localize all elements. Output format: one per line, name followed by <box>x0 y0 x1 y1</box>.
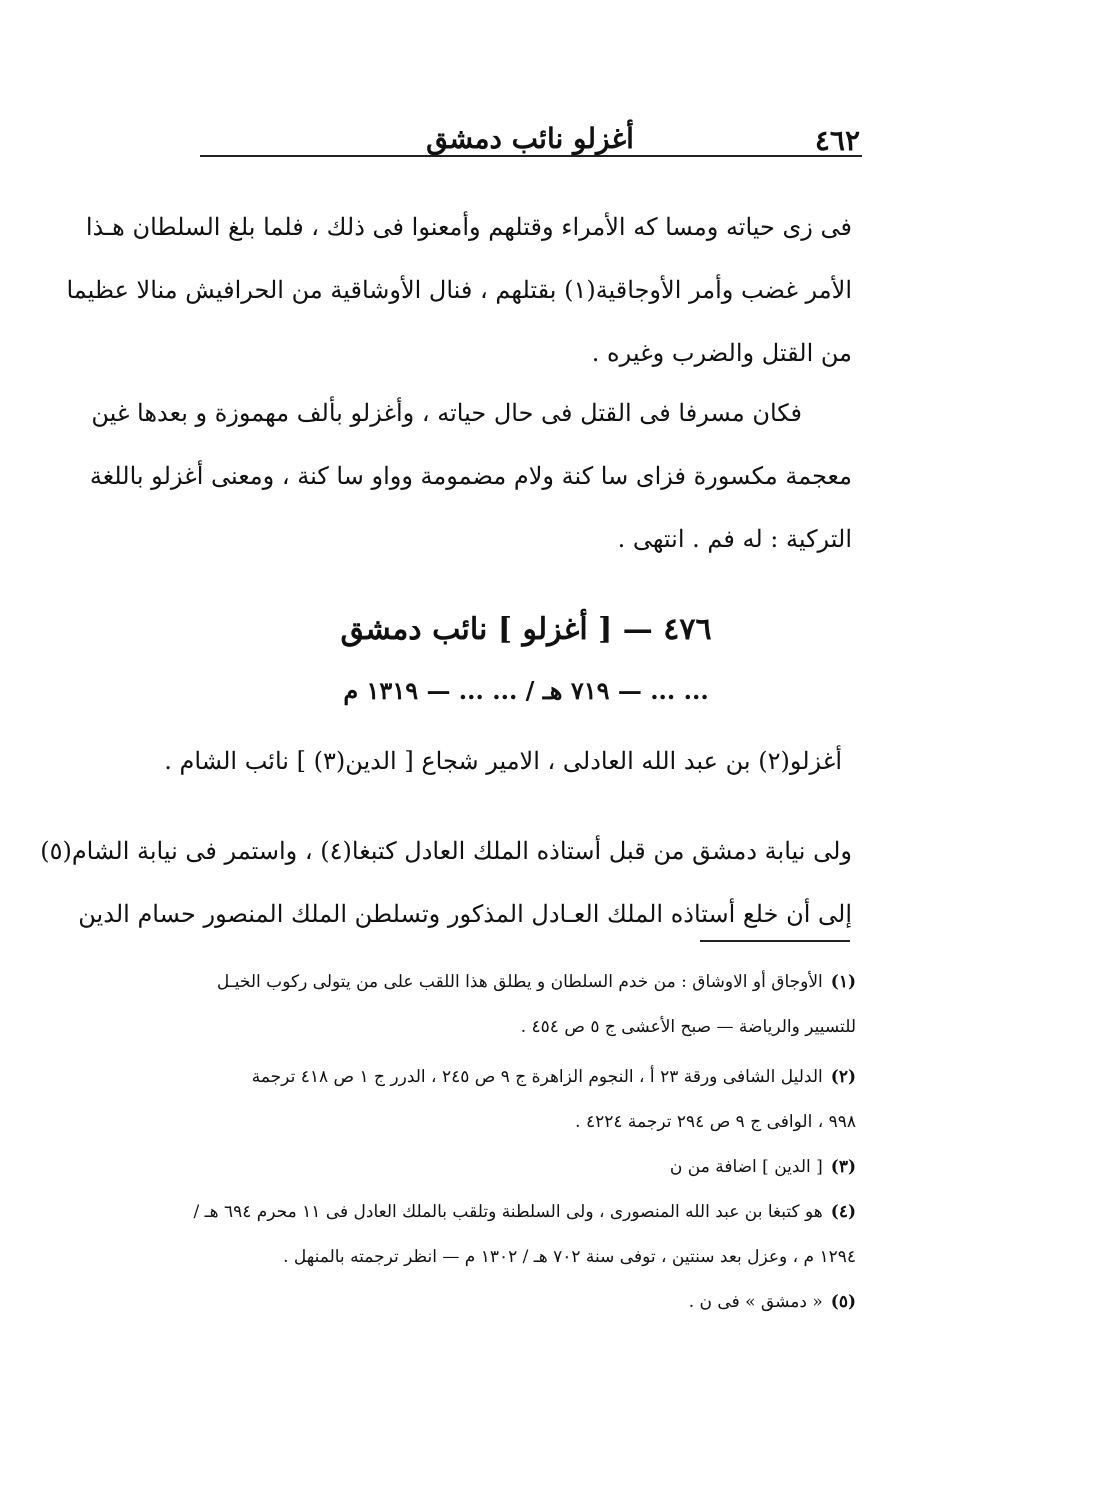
footnote-5 <box>196 1280 856 1325</box>
entry-dates: ... ... — ٧١٩ هـ / ... ... — ١٣١٩ م <box>343 676 709 705</box>
footnote-line: ١٢٩٤ م ، وعزل بعد سنتين ، توفى سنة ٧٠٢ هـ / ١٣٠٢ م — انظر ترجمته بالمنهل . <box>283 1247 856 1267</box>
footnote-number: (٢) <box>830 1067 856 1087</box>
footnote-line <box>193 1190 856 1235</box>
text-line: الأمر غضب وأمر الأوجاقية(١) بقتلهم ، فنال الأوشاقية من الحرافيش منالا عظيما <box>66 276 852 304</box>
paragraph-etymology <box>89 382 852 571</box>
footnote-line <box>196 1145 856 1190</box>
footnote-line <box>196 960 856 1005</box>
footnote-text: الأوجاق أو الاوشاق : من خدم السلطان و يطلق هذا اللقب على من يتولى ركوب الخيـل <box>216 972 823 992</box>
footnote-text: « دمشق » فى ن . <box>688 1292 823 1312</box>
text-line: من القتل والضرب وغيره . <box>591 339 852 367</box>
text-line: معجمة مكسورة فزاى سا كنة ولام مضمومة وواو سا كنة ، ومعنى أغزلو باللغة <box>89 462 852 490</box>
footnote-number: (٤) <box>830 1202 856 1222</box>
paragraph-biography <box>40 820 852 946</box>
footnote-text: الدليل الشافى ورقة ٢٣ أ ، النجوم الزاهرة ج ٩ ص ٢٤٥ ، الدرر ج ١ ص ٤١٨ ترجمة <box>251 1067 823 1087</box>
text-line: إلى أن خلع أستاذه الملك العـادل المذكور وتسلطن الملك المنصور حسام الدين <box>78 900 852 928</box>
entry-heading: ٤٧٦ — [ أغزلو ] نائب دمشق <box>340 612 712 647</box>
footnote-1 <box>196 960 856 1050</box>
text-line: فى زى حياته ومسا كه الأمراء وقتلهم وأمعنوا فى ذلك ، فلما بلغ السلطان هـذا <box>85 213 852 241</box>
footnote-number: (٣) <box>830 1157 856 1177</box>
footnote-rule <box>700 940 850 942</box>
paragraph-name <box>164 730 852 793</box>
footnote-line <box>196 1280 856 1325</box>
footnote-4 <box>193 1190 856 1280</box>
footnote-2 <box>196 1055 856 1145</box>
running-title: أغزلو نائب دمشق <box>426 122 634 155</box>
footnote-line: للتسيير والرياضة — صبح الأعشى ج ٥ ص ٤٥٤ . <box>520 1017 856 1037</box>
text-line: ولى نيابة دمشق من قبل أستاذه الملك العادل كتبغا(٤) ، واستمر فى نيابة الشام(٥) <box>40 837 852 865</box>
footnote-line <box>196 1055 856 1100</box>
header-rule <box>200 155 862 157</box>
footnote-line: ٩٩٨ ، الوافى ج ٩ ص ٢٩٤ ترجمة ٤٢٢٤ . <box>575 1112 856 1132</box>
paragraph-continuation <box>66 196 852 385</box>
page-number: ٤٦٢ <box>814 124 860 157</box>
text-line: أغزلو(٢) بن عبد الله العادلى ، الامير شجاع [ الدين(٣) ] نائب الشام . <box>164 747 842 775</box>
text-line: فكان مسرفا فى القتل فى حال حياته ، وأغزلو بألف مهموزة و بعدها غين <box>91 399 802 427</box>
footnote-number: (٥) <box>830 1292 856 1312</box>
footnote-text: هو كتبغا بن عبد الله المنصورى ، ولى السلطنة وتلقب بالملك العادل فى ١١ محرم ٦٩٤ هـ / <box>193 1202 823 1222</box>
footnote-number: (١) <box>830 972 856 992</box>
footnotes <box>193 960 856 1325</box>
footnote-3 <box>196 1145 856 1190</box>
text-line: التركية : له فم . انتهى . <box>617 525 852 553</box>
footnote-text: [ الدين ] اضافة من ن <box>669 1157 823 1177</box>
